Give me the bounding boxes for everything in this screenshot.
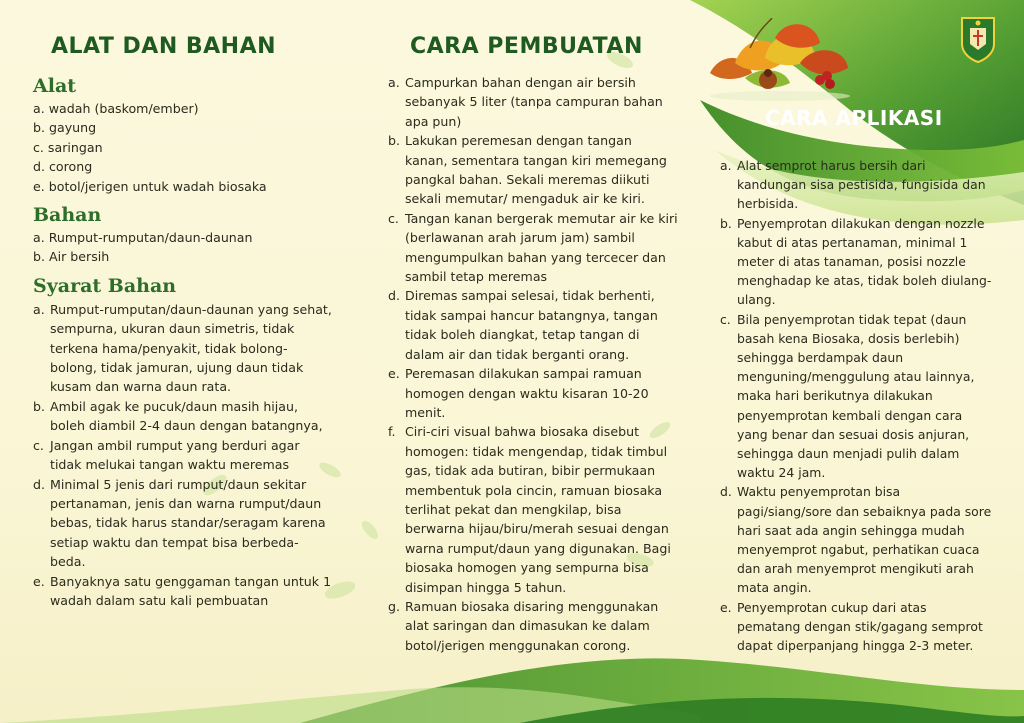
item-marker: a. <box>33 301 45 317</box>
item-text: Ambil agak ke pucuk/daun masih hijau, boleh diambil 2-4 daun dengan batangnya, <box>50 398 323 434</box>
item-marker: c. <box>33 437 44 453</box>
section-title-alat-dan-bahan: ALAT DAN BAHAN <box>51 34 277 59</box>
item-marker: e. <box>33 573 45 589</box>
bahan-list <box>33 228 333 267</box>
list-item <box>720 598 992 656</box>
item-text: Minimal 5 jenis dari rumput/daun sekitar pertanaman, jenis dan warna rumput/daun bebas, tidak harus standar/seragam karena setiap waktu dan tempat bisa berbeda-beda. <box>50 476 326 570</box>
item-marker: c. <box>720 311 731 327</box>
item-marker: g. <box>388 598 400 614</box>
list-item: d. corong <box>33 159 93 175</box>
item-marker: e. <box>388 366 400 382</box>
item-text: Rumput-rumputan/daun-daunan yang sehat, sempurna, ukuran daun simetris, tidak terkena hama/penyakit, tidak bolong-bolong, tidak jamuran, ujung daun tidak kusam dan warna daun rata. <box>50 301 332 395</box>
list-item <box>33 475 333 572</box>
cara-pembuatan-column <box>388 34 678 655</box>
item-text: Ciri-ciri visual bahwa biosaka disebut homogen: tidak mengendap, tidak timbul gas, tidak ada butiran, bibir permukaan membentuk pola cincin, ramuan biosaka terlihat pekat dan mengkilap, bisa berwarna hijau/biru/merah sesuai dengan warna rumput/daun yang digunakan. Bagi biosaka homogen yang sempurna bisa disimpan hingga 5 tahun. <box>405 424 671 595</box>
list-item <box>33 397 333 436</box>
item-text: Ramuan biosaka disaring menggunakan alat saringan dan dimasukan ke dalam botol/jerigen menggunakan corong. <box>405 598 659 653</box>
emblem-logo <box>958 14 998 64</box>
alat-list <box>33 99 333 196</box>
list-item <box>388 131 678 209</box>
item-text: Bila penyemprotan tidak tepat (daun basah kena Biosaka, dosis berlebih) sehingga berdampak daun menguning/menggulung atau lainnya, maka hari berikutnya dilakukan penyemprotan kembali dengan cara yang benar dan sesuai dosis anjuran, sehingga daun menjadi pulih dalam waktu 24 jam. <box>737 311 975 481</box>
section-title-cara-pembuatan: CARA PEMBUATAN <box>410 34 643 59</box>
item-text: Lakukan peremesan dengan tangan kanan, sementara tangan kiri memegang pangkal bahan. Sekali meremas diikuti sekali memutar/ mengaduk air ke kiri. <box>405 133 667 207</box>
list-item: a. wadah (baskom/ember) <box>33 101 199 116</box>
item-text: Jangan ambil rumput yang berduri agar tidak melukai tangan waktu meremas <box>50 437 300 473</box>
list-item <box>720 156 992 214</box>
item-text: Penyemprotan cukup dari atas pematang dengan stik/gagang semprot dapat diperpanjang hingga 2-3 meter. <box>737 599 983 654</box>
cara-aplikasi-list <box>720 156 992 655</box>
list-item: b. Air bersih <box>33 249 110 265</box>
list-item: e. botol/jerigen untuk wadah biosaka <box>33 178 267 194</box>
heading-syarat-bahan: Syarat Bahan <box>33 274 177 297</box>
list-item <box>388 597 678 655</box>
item-text: Peremasan dilakukan sampai ramuan homogen dengan waktu kisaran 10-20 menit. <box>405 366 649 420</box>
list-item <box>388 364 678 422</box>
item-marker: b. <box>388 133 400 149</box>
list-item <box>388 286 678 364</box>
syarat-bahan-list <box>33 300 333 611</box>
item-marker: d. <box>33 476 45 492</box>
cara-aplikasi-column <box>720 156 992 655</box>
leaves-illustration <box>690 18 860 103</box>
item-marker: b. <box>33 398 45 414</box>
list-item <box>388 73 678 131</box>
heading-alat: Alat <box>33 75 77 97</box>
list-item <box>388 209 678 287</box>
item-marker: a. <box>720 158 732 173</box>
list-item: b. gayung <box>33 120 97 136</box>
section-title-cara-aplikasi: CARA APLIKASI <box>765 106 943 130</box>
list-item <box>388 422 678 597</box>
alat-dan-bahan-column <box>33 34 333 610</box>
item-marker: f. <box>388 424 396 440</box>
item-text: Tangan kanan bergerak memutar air ke kiri (berlawanan arah jarum jam) sambil mengumpulkan bahan yang tercecer dan sambil tetap meremas <box>405 210 678 285</box>
item-marker: d. <box>720 484 732 500</box>
item-text: Waktu penyemprotan bisa pagi/siang/sore dan sebaiknya pada sore hari saat ada angin sehingga mudah menyemprot ngabut, perhatikan cuaca dan arah menyemprot mengikuti arah mata angin. <box>737 484 992 596</box>
item-text: Penyemprotan dilakukan dengan nozzle kabut di atas pertanaman, minimal 1 meter di atas tanaman, posisi nozzle menghadap ke atas, tidak boleh diulang-ulang. <box>737 215 992 308</box>
list-item <box>720 214 992 310</box>
list-item <box>33 436 333 475</box>
heading-bahan: Bahan <box>33 204 102 227</box>
item-marker: a. <box>388 75 400 90</box>
item-marker: c. <box>388 210 399 226</box>
item-marker: d. <box>388 288 400 304</box>
cara-aplikasi-title-wrap <box>765 106 943 130</box>
list-item <box>720 482 992 597</box>
list-item <box>33 300 333 397</box>
item-text: Diremas sampai selesai, tidak berhenti, tidak sampai hancur batangnya, tangan tidak boleh diangkat, tetap tangan di dalam air dan tidak berganti orang. <box>405 288 658 362</box>
item-marker: e. <box>720 599 732 615</box>
list-item <box>33 572 333 611</box>
cara-pembuatan-list <box>388 73 678 655</box>
list-item: c. saringan <box>33 139 103 155</box>
item-text: Banyaknya satu genggaman tangan untuk 1 wadah dalam satu kali pembuatan <box>50 573 332 608</box>
list-item <box>720 310 992 483</box>
item-text: Campurkan bahan dengan air bersih sebanyak 5 liter (tanpa campuran bahan apa pun) <box>405 75 663 129</box>
list-item: a. Rumput-rumputan/daun-daunan <box>33 230 253 246</box>
item-marker: b. <box>720 215 732 231</box>
item-text: Alat semprot harus bersih dari kandungan sisa pestisida, fungisida dan herbisida. <box>737 158 986 212</box>
